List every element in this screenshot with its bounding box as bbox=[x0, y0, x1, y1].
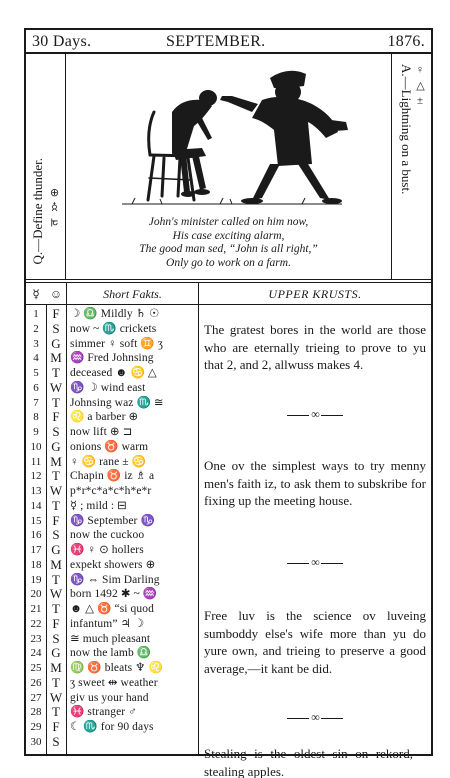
column-header-upper-krusts: UPPER KRUSTS. bbox=[198, 283, 431, 305]
month-title: SEPTEMBER. bbox=[166, 33, 266, 50]
weekday-letter: T bbox=[52, 601, 60, 616]
column-divider bbox=[198, 305, 199, 754]
day-row bbox=[26, 440, 198, 455]
day-number: 12 bbox=[30, 470, 42, 483]
day-row bbox=[26, 484, 198, 499]
ornament-divider: ∞ bbox=[204, 407, 426, 422]
day-row bbox=[26, 366, 198, 381]
krust-paragraph: One ov the simplest ways to try menny men's faith iz, to ask them to subskribe for fixing up the meeting house. bbox=[204, 458, 426, 508]
day-row bbox=[26, 720, 198, 735]
krust-paragraph: Stealing is the oldest sin on rekord,—stealing apples. bbox=[204, 746, 426, 778]
weekday-letter: F bbox=[52, 512, 60, 528]
weekday-letter: S bbox=[52, 630, 60, 646]
woodcut-illustration bbox=[66, 54, 391, 279]
short-fakt: ☽ ♎ Mildly ♄ ☉ bbox=[70, 308, 160, 320]
day-number: 24 bbox=[30, 647, 42, 660]
weekday-letter: W bbox=[49, 379, 63, 395]
weekday-letter: T bbox=[52, 468, 60, 484]
day-row bbox=[26, 514, 198, 529]
short-fakt: giv us your hand bbox=[70, 691, 149, 704]
day-number: 10 bbox=[30, 440, 42, 453]
weekday-letter: M bbox=[50, 556, 62, 572]
day-row bbox=[26, 646, 198, 661]
column-header-short-fakts: Short Fakts. bbox=[66, 283, 198, 305]
weekday-letter: G bbox=[51, 438, 61, 454]
column-header-face: ☺ bbox=[46, 283, 66, 305]
short-fakt: ♒ Fred Johnsing bbox=[70, 352, 154, 365]
day-row bbox=[26, 735, 198, 750]
day-number: 19 bbox=[30, 573, 42, 586]
answer-text: A.—Lightning on a bust. bbox=[399, 64, 414, 195]
day-row bbox=[26, 676, 198, 691]
weekday-letter: F bbox=[52, 409, 60, 425]
day-row bbox=[26, 469, 198, 484]
short-fakt: ♑ ☽ wind east bbox=[70, 381, 146, 394]
day-number: 22 bbox=[30, 617, 42, 630]
short-fakt: ☻ △ ♉ “si quod bbox=[70, 603, 154, 615]
day-row bbox=[26, 499, 198, 514]
day-number: 15 bbox=[30, 514, 42, 527]
day-row bbox=[26, 322, 198, 337]
day-number: 29 bbox=[30, 721, 42, 733]
short-fakt: ♍ ♉ bleats ♆ ♌ bbox=[70, 662, 163, 674]
days-count: 30 Days. bbox=[32, 33, 92, 50]
short-fakt: ♓ ♀ ⊙ hollers bbox=[70, 544, 144, 556]
day-number: 23 bbox=[30, 632, 42, 645]
short-fakt: now ~ ♏ crickets bbox=[70, 322, 157, 335]
krust-paragraph: The gratest bores in the world are those who are eternally trieing to prove to yu that 2, and 2, allwuss makes 4. bbox=[204, 322, 426, 372]
day-row bbox=[26, 396, 198, 411]
short-fakt: Chapin ♉ iz ♗ a bbox=[70, 470, 155, 483]
poem-line: John's minister called on him now, bbox=[148, 216, 309, 228]
question-column bbox=[26, 54, 66, 279]
weekday-letter: T bbox=[52, 571, 60, 587]
day-row bbox=[26, 410, 198, 425]
day-number: 6 bbox=[33, 381, 39, 394]
weekday-letter: T bbox=[52, 497, 60, 513]
weekday-letter: S bbox=[52, 320, 60, 336]
short-fakt: ♑ ⇔ Sim Darling bbox=[70, 573, 160, 586]
short-fakt: ☾ ♏ for 90 days bbox=[70, 721, 154, 733]
day-number: 25 bbox=[30, 662, 42, 674]
day-number: 30 bbox=[30, 735, 42, 748]
day-number: 28 bbox=[30, 706, 42, 719]
weekday-letter: S bbox=[52, 424, 60, 439]
day-number: 3 bbox=[33, 337, 39, 350]
short-fakt: ♑ September ♑ bbox=[70, 514, 155, 527]
day-row bbox=[26, 587, 198, 602]
weekday-letter: S bbox=[52, 527, 60, 543]
weekday-letter: G bbox=[51, 645, 61, 661]
ornament-divider: ∞ bbox=[204, 710, 426, 725]
weekday-letter: M bbox=[50, 453, 62, 469]
day-number: 5 bbox=[33, 367, 39, 379]
short-fakt: Johnsing waz ♏ ≅ bbox=[70, 396, 164, 409]
weekday-letter: F bbox=[52, 306, 60, 321]
illustration-panel bbox=[26, 54, 431, 283]
day-row bbox=[26, 661, 198, 676]
short-fakt: deceased ☻ ♋ △ bbox=[70, 367, 157, 379]
short-fakt: ♀ ♋ rane ± ♋ bbox=[70, 455, 147, 468]
day-row bbox=[26, 617, 198, 632]
day-number: 17 bbox=[30, 544, 42, 556]
short-fakt: p*r*c*a*c*h*e*r bbox=[70, 485, 152, 497]
krust-paragraph: Free luv is the science ov luveing sumboddy else's wife more than yu do yure own, and trieing to preserve a good average,—it kant be did. bbox=[204, 608, 426, 676]
day-number: 20 bbox=[30, 588, 42, 601]
answer-column bbox=[391, 54, 431, 279]
day-number: 2 bbox=[33, 322, 39, 335]
question-symbols: ♃ ☿ ⊕ bbox=[49, 188, 61, 229]
question-text: Q.—Define thunder. bbox=[30, 158, 45, 265]
weekday-letter: F bbox=[52, 615, 60, 631]
weekday-letter: T bbox=[52, 394, 60, 410]
short-fakt: onions ♉ warm bbox=[70, 440, 149, 453]
weekday-letter: M bbox=[50, 660, 62, 675]
day-row bbox=[26, 337, 198, 352]
short-fakt: infantum” ♃ ☽ bbox=[70, 617, 145, 630]
day-number: 1 bbox=[33, 308, 39, 320]
page-header bbox=[26, 30, 431, 54]
day-row bbox=[26, 455, 198, 470]
day-row bbox=[26, 307, 198, 322]
day-row bbox=[26, 573, 198, 588]
year: 1876. bbox=[387, 33, 425, 50]
weekday-letter: W bbox=[49, 483, 63, 498]
day-number: 26 bbox=[30, 676, 42, 689]
poem-line: The good man sed, “John is all right,” bbox=[139, 243, 318, 255]
poem-line: His case exciting alarm, bbox=[172, 229, 285, 242]
day-number: 7 bbox=[33, 396, 39, 409]
short-fakt: simmer ♀ soft ♊ ʒ bbox=[70, 337, 163, 350]
day-row bbox=[26, 543, 198, 558]
day-row bbox=[26, 425, 198, 440]
almanac-page bbox=[24, 28, 433, 778]
weekday-letter: W bbox=[49, 586, 63, 602]
day-row bbox=[26, 528, 198, 543]
short-fakt: expekt showers ⊕ bbox=[70, 558, 156, 571]
day-number: 4 bbox=[33, 352, 39, 365]
day-row bbox=[26, 691, 198, 706]
weekday-letter: T bbox=[52, 365, 60, 380]
poem bbox=[66, 216, 391, 270]
short-fakt: ♌ a barber ⊕ bbox=[70, 411, 139, 424]
answer-symbols: ♀ △ ± bbox=[414, 64, 426, 107]
day-row bbox=[26, 705, 198, 720]
short-fakt: ʒ sweet ⇹ weather bbox=[70, 676, 158, 689]
day-row bbox=[26, 351, 198, 366]
short-fakt: now the cuckoo bbox=[70, 529, 145, 542]
short-fakt: now lift ⊕ ⊐ bbox=[70, 426, 133, 438]
short-fakt: ≅ much pleasant bbox=[70, 632, 151, 645]
short-fakt: born 1492 ✱ ~ ♒ bbox=[70, 588, 158, 601]
weekday-letter: F bbox=[52, 719, 60, 734]
weekday-letter: G bbox=[51, 542, 61, 557]
day-number: 8 bbox=[33, 411, 39, 424]
minister-and-john-silhouette bbox=[102, 60, 352, 210]
day-number: 14 bbox=[30, 499, 42, 512]
day-row bbox=[26, 632, 198, 647]
day-row bbox=[26, 558, 198, 573]
ornament-divider: ∞ bbox=[204, 555, 426, 570]
short-fakt: ☿ ; mild : ⊟ bbox=[70, 499, 127, 512]
column-header-symbol: ☿ bbox=[26, 283, 46, 305]
day-row bbox=[26, 381, 198, 396]
day-number: 11 bbox=[30, 455, 42, 468]
weekday-letter: M bbox=[50, 350, 62, 366]
weekday-letter: T bbox=[52, 704, 60, 720]
weekday-letter: S bbox=[52, 733, 60, 749]
day-number: 21 bbox=[30, 603, 42, 615]
short-fakt: ♓ stranger ♂ bbox=[70, 706, 137, 719]
day-number: 9 bbox=[33, 426, 39, 438]
weekday-letter: T bbox=[52, 674, 60, 690]
day-row bbox=[26, 602, 198, 617]
day-number: 13 bbox=[30, 485, 42, 497]
day-number: 16 bbox=[30, 529, 42, 542]
day-number: 18 bbox=[30, 558, 42, 571]
poem-line: Only go to work on a farm. bbox=[166, 256, 291, 269]
weekday-letter: G bbox=[51, 335, 61, 351]
weekday-letter: W bbox=[49, 689, 63, 705]
day-number: 27 bbox=[30, 691, 42, 704]
calendar-section bbox=[26, 283, 431, 778]
short-fakt: now the lamb ♎ bbox=[70, 647, 152, 660]
